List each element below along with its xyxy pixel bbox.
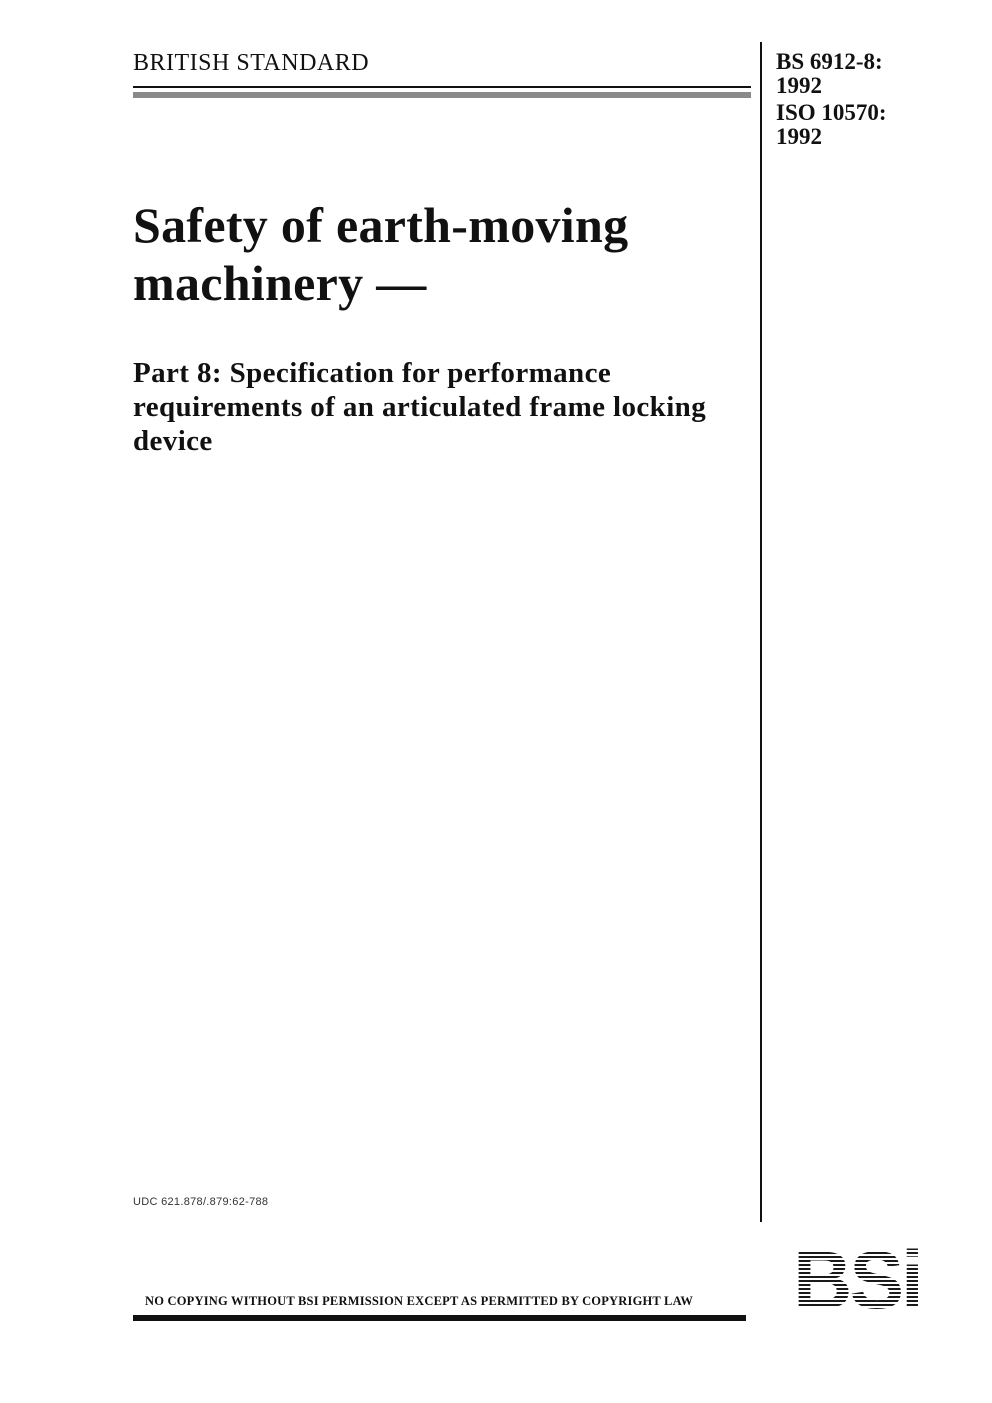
series-label: BRITISH STANDARD [133,50,370,76]
bsi-logo: BSi [769,1242,945,1322]
copyright-notice: NO COPYING WITHOUT BSI PERMISSION EXCEPT AS PERMITTED BY COPYRIGHT LAW [145,1294,694,1308]
udc-code: UDC 621.878/.879:62-788 [133,1196,269,1208]
header-rule-thin [133,86,751,88]
footer-rule [133,1315,746,1321]
header-rule-thick [133,92,751,98]
document-title: Safety of earth-moving machinery — [133,197,629,311]
vertical-divider [760,42,762,1222]
iso-number: ISO 10570: [776,100,887,125]
iso-year: 1992 [776,124,822,149]
standard-year: 1992 [776,73,822,98]
document-subtitle: Part 8: Specification for performance requirements of an articulated frame locking device [133,357,707,457]
standard-number: BS 6912-8: [776,49,883,74]
